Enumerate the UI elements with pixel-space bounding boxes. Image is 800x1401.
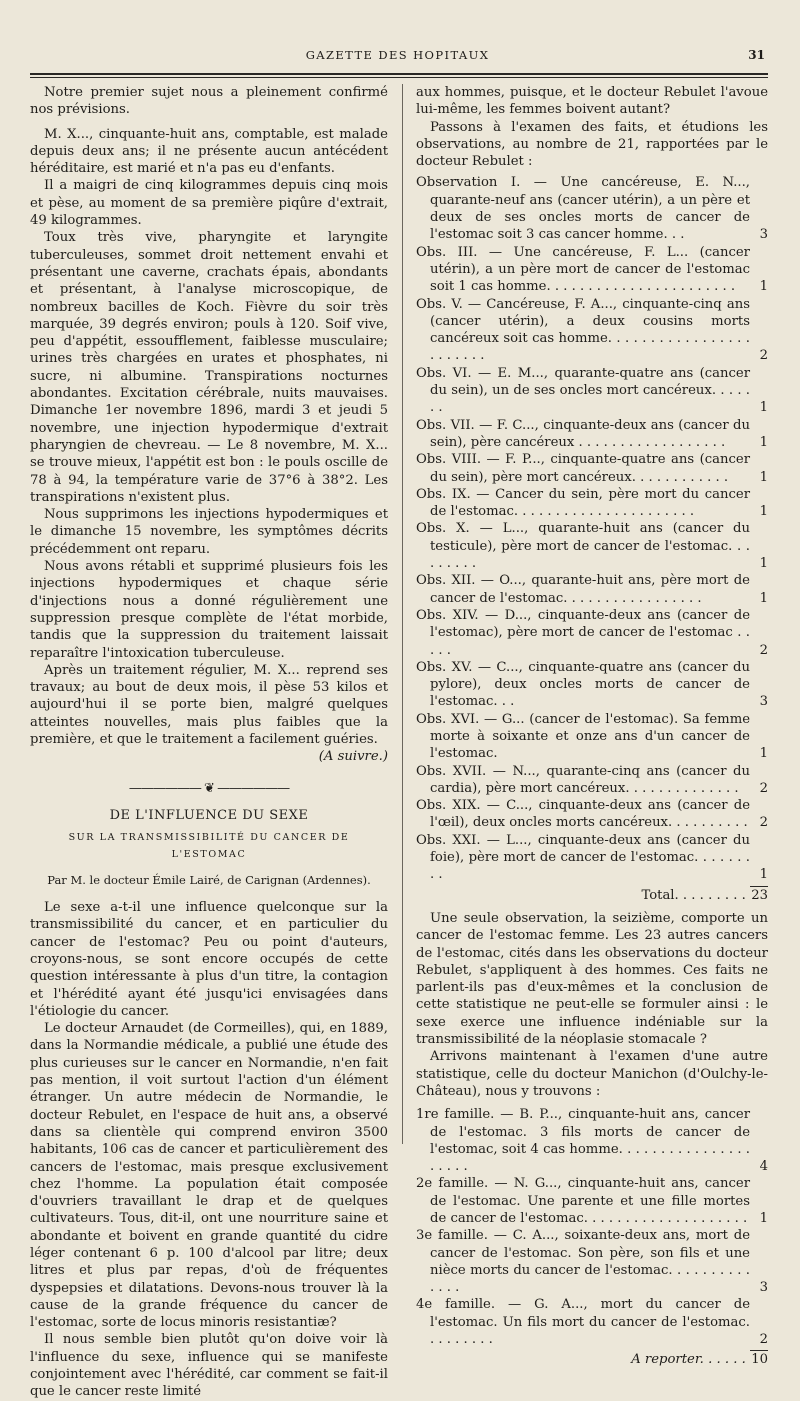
observation-entry (416, 659, 768, 711)
observation-entry-text: Obs. X. — L..., quarante-huit ans (cancer du testicule), père mort de cancer de l'estomac. . . . . . . . . (416, 521, 750, 572)
total-value: 23 (751, 887, 768, 903)
report-value: 10 (751, 1352, 768, 1368)
paragraph: Le docteur Arnaudet (de Cormeilles), qui, en 1889, dans la Normandie médicale, a publié une étude des plus curieuses sur le cancer en Normandie, n'en fait pas mention, il voit surtout l'action d'un élément étranger. Un autre médecin de Normandie, le docteur Rebulet, en l'espace de huit ans, a observé dans sa clientèle qui comprend environ 3500 habitants, 106 cas de cancer et particulièrement des cancers de l'estomac, mais presque exclusivement chez l'homme. La population était composée d'ouvriers travaillant le drap et de quelques cultivateurs. Tous, dit-il, ont une nourriture saine et abondante et boivent en grande quantité du cidre léger contenant 6 p. 100 d'alcool par litre; deux litres et plus par repas, d'où de fréquentes dyspepsies et dilatations. Devons-nous trouver là la cause de la grande fréquence du cancer de l'estomac, sorte de locus minoris resistantiæ? (30, 1021, 388, 1331)
header-rule-thick (30, 73, 768, 75)
paragraph: M. X..., cinquante-huit ans, comptable, est malade depuis deux ans; il ne présente aucun antécédent héréditaire, est marié et n'a pas eu d'enfants. (30, 126, 388, 177)
observation-entry-count: 1 (759, 504, 768, 520)
article-author: Par M. le docteur Émile Lairé, de Carignan (Ardennes). (47, 872, 371, 887)
page-number: 31 (748, 48, 765, 62)
observation-entry (416, 520, 768, 572)
page-header (30, 48, 765, 70)
observation-entry-count: 1 (759, 469, 768, 485)
continuation-note: (A suivre.) (318, 749, 388, 765)
observation-entry-text: Obs. VI. — E. M..., quarante-quatre ans (cancer du sein), un de ses oncles mort cancéreux. . . . . . . (416, 365, 750, 416)
family-entry-count: 1 (759, 1211, 768, 1226)
paragraph: Arrivons maintenant à l'examen d'une autre statistique, celle du docteur Manichon (d'Oulchy-le-Château), nous y trouvons : (416, 1049, 768, 1099)
observation-entry-text: Obs. VIII. — F. P..., cinquante-quatre ans (cancer du sein), père mort cancéreux. . . . . . . . . . . . (416, 452, 750, 485)
paragraph: Le sexe a-t-il une influence quelconque sur la transmissibilité du cancer, et en particulier du cancer de l'estomac? Peu ou point d'auteurs, croyons-nous, se sont encore occupés de cette question intéressante à plus d'un titre, la contagion et l'hérédité ayant été jusqu'ici envisagées dans l'étiologie du cancer. (30, 900, 388, 1019)
observation-list (416, 174, 768, 883)
total-label: Total. . . . . . . . . (641, 887, 746, 903)
observation-entry-text: Obs. III. — Une cancéreuse, F. L... (cancer utérin), a un père mort de cancer de l'estomac soit 1 cas homme. . . . . . . . . . . . . . . . . . . . . . . (416, 244, 750, 295)
observation-entry (416, 607, 768, 659)
observation-entry-text: Obs. VII. — F. C..., cinquante-deux ans (cancer du sein), père cancéreux . . . . . . . . . . . . . . . . . . (416, 417, 750, 450)
observation-entry (416, 832, 768, 884)
observation-entry-text: Obs. XVII. — N..., quarante-cinq ans (cancer du cardia), père mort cancéreux. . . . . . . . . . . . . . (416, 763, 750, 796)
observation-entry-count: 2 (759, 642, 768, 658)
right-column (416, 84, 768, 1375)
report-label: A reporter. . . . . . (631, 1352, 746, 1368)
observation-entry-text: Obs. XV. — C..., cinquante-quatre ans (cancer du pylore), deux oncles morts de cancer de l'estomac. . . (416, 659, 750, 710)
paragraph: Il a maigri de cinq kilogrammes depuis cinq mois et pèse, au moment de sa première piqûre d'extrait, 49 kilogrammes. (30, 178, 388, 229)
observation-entry-text: Obs. XIV. — D..., cinquante-deux ans (cancer de l'estomac), père mort de cancer de l'estomac . . . . . (416, 607, 750, 658)
observation-entry (416, 763, 768, 798)
observation-entry-count: 1 (759, 279, 768, 295)
paragraph: Nous avons rétabli et supprimé plusieurs fois les injections hypodermiques et chaque série d'injections nous a donné régulièrement une suppression presque complète de l'état morbide, tandis que la suppression du traitement laissait reparaître l'intoxication tuberculeuse. (30, 559, 388, 661)
family-entry (416, 1296, 768, 1348)
observation-entry-count: 1 (759, 434, 768, 450)
observation-entry-count: 3 (759, 227, 768, 243)
paragraph: Après un traitement régulier, M. X... reprend ses travaux; au bout de deux mois, il pèse 53 kilos et aujourd'hui il se porte bien, malgré quelques atteintes nouvelles, mais plus faibles que la première, et que le traitement a facilement guéries. (30, 662, 388, 747)
observation-entry (416, 451, 768, 486)
left-column (30, 84, 388, 1401)
header-rule-thin (30, 77, 768, 78)
paragraph: Passons à l'examen des faits, et étudions les observations, au nombre de 21, rapportées par le docteur Rebulet : (416, 119, 768, 170)
observation-entry-text: Observation I. — Une cancéreuse, E. N..., quarante-neuf ans (cancer utérin), a un père et deux de ses oncles morts de cancer de l'estomac soit 3 cas cancer homme. . . (416, 175, 750, 243)
observation-entry-text: Obs. IX. — Cancer du sein, père mort du cancer de l'estomac. . . . . . . . . . . . . . . . . . . . . . (416, 486, 750, 520)
article-title: DE L'INFLUENCE DU SEXE (109, 807, 309, 823)
family-entry-count: 2 (759, 1332, 768, 1348)
family-entry (416, 1227, 768, 1296)
family-entry (416, 1175, 768, 1227)
column-divider (402, 84, 403, 1144)
observation-entry-count: 1 (759, 400, 768, 416)
observation-entry (416, 711, 768, 763)
observation-entry (416, 417, 768, 452)
family-entry-text: 2e famille. — N. G..., cinquante-huit ans, cancer de l'estomac. Une parente et une fille mortes de cancer de l'estomac. . . . . . . . . . . . . . . . . . . . (416, 1176, 750, 1226)
paragraph: Nous supprimons les injections hypodermiques et le dimanche 15 novembre, les symptômes décrits précédemment ont reparu. (30, 507, 388, 557)
observation-entry-text: Obs. XXI. — L..., cinquante-deux ans (cancer du foie), père mort de cancer de l'estomac. . . . . . . . . (416, 832, 750, 883)
paragraph: Il nous semble bien plutôt qu'on doive voir là l'influence du sexe, influence qui se manifeste conjointement avec l'hérédité, car comment se fait-il que le cancer reste limité (30, 1332, 388, 1400)
total-line (416, 886, 768, 904)
running-title: GAZETTE DES HOPITAUX (305, 48, 490, 62)
observation-entry-text: Obs. XIX. — C..., cinquante-deux ans (cancer de l'œil), deux oncles morts cancéreux. . . . . . . . . . (416, 798, 750, 831)
family-entry-count: 4 (759, 1159, 768, 1175)
observation-entry (416, 797, 768, 832)
section-ornament: —————— ❦ —————— (128, 780, 290, 796)
article-subtitle: SUR LA TRANSMISSIBILITÉ DU CANCER DE L'ESTOMAC (68, 832, 350, 861)
paragraph: Toux très vive, pharyngite et laryngite tuberculeuses, sommet droit nettement envahi et présentant une caverne, crachats épais, abondants et présentant, à l'analyse microscopique, de nombreux bacilles de Koch. Fièvre du soir très marquée, 39 degrés environ; pouls à 120. Soif vive, peu d'appétit, essoufflement, faiblesse musculaire; urines très chargées en urates et phosphates, ni sucre, ni albumine. Transpirations nocturnes abondantes. Excitation cérébrale, nuits mauvaises. Dimanche 1er novembre 1896, mardi 3 et jeudi 5 novembre, une injection hypodermique d'extrait pharyngien de chevreau. — Le 8 novembre, M. X... se trouve mieux, l'appétit est bon : le pouls oscille de 78 à 94, la température varie de 37°6 à 38°2. Les transpirations n'existent plus. (30, 230, 388, 505)
observation-entry (416, 572, 768, 607)
family-entry-text: 4e famille. — G. A..., mort du cancer de l'estomac. Un fils mort du cancer de l'estomac. . . . . . . . . (416, 1297, 750, 1348)
family-list (416, 1106, 768, 1348)
report-line (416, 1350, 768, 1368)
observation-entry (416, 365, 768, 417)
paragraph: Une seule observation, la seizième, comporte un cancer de l'estomac femme. Les 23 autres cancers de l'estomac, cités dans les observations du docteur Rebulet, s'appliquent à des hommes. Ces faits ne parlent-ils pas d'eux-mêmes et la conclusion de cette statistique ne peut-elle se formuler ainsi : le sexe exerce une influence indéniable sur la transmissibilité de la néoplasie stomacale ? (416, 910, 768, 1048)
observation-entry-text: Obs. XII. — O..., quarante-huit ans, père mort de cancer de l'estomac. . . . . . . . . . . . . . . . . (416, 573, 750, 606)
family-entry-text: 3e famille. — C. A..., soixante-deux ans, mort de cancer de l'estomac. Son père, son fils et une nièce morts du cancer de l'estomac. . . . . . . . . . . . . . (416, 1228, 750, 1296)
family-entry-count: 3 (759, 1280, 768, 1296)
observation-entry (416, 296, 768, 365)
observation-entry (416, 174, 768, 243)
observation-entry (416, 244, 768, 296)
observation-entry-count: 2 (759, 780, 768, 796)
observation-entry-count: 1 (759, 590, 768, 606)
family-entry-text: 1re famille. — B. P..., cinquante-huit ans, cancer de l'estomac. 3 fils morts de cancer de l'estomac, soit 4 cas homme. . . . . . . . . . . . . . . . . . . . . (416, 1107, 750, 1175)
observation-entry-count: 1 (759, 746, 768, 762)
observation-entry-count: 1 (759, 556, 768, 572)
paragraph: Notre premier sujet nous a pleinement confirmé nos prévisions. (30, 85, 388, 118)
observation-entry-count: 1 (759, 867, 768, 883)
observation-entry (416, 486, 768, 521)
observation-entry-text: Obs. V. — Cancéreuse, F. A..., cinquante-cinq ans (cancer utérin), a deux cousins morts cancéreux soit cas homme. . . . . . . . . . . . . . . . . . . . . . . . (416, 296, 750, 364)
observation-entry-text: Obs. XVI. — G... (cancer de l'estomac). Sa femme morte à soixante et onze ans d'un cancer de l'estomac. (416, 711, 750, 762)
family-entry (416, 1106, 768, 1175)
paragraph: aux hommes, puisque, et le docteur Rebulet l'avoue lui-même, les femmes boivent autant? (416, 85, 768, 118)
observation-entry-count: 3 (759, 694, 768, 710)
observation-entry-count: 2 (759, 348, 768, 364)
observation-entry-count: 2 (759, 815, 768, 831)
